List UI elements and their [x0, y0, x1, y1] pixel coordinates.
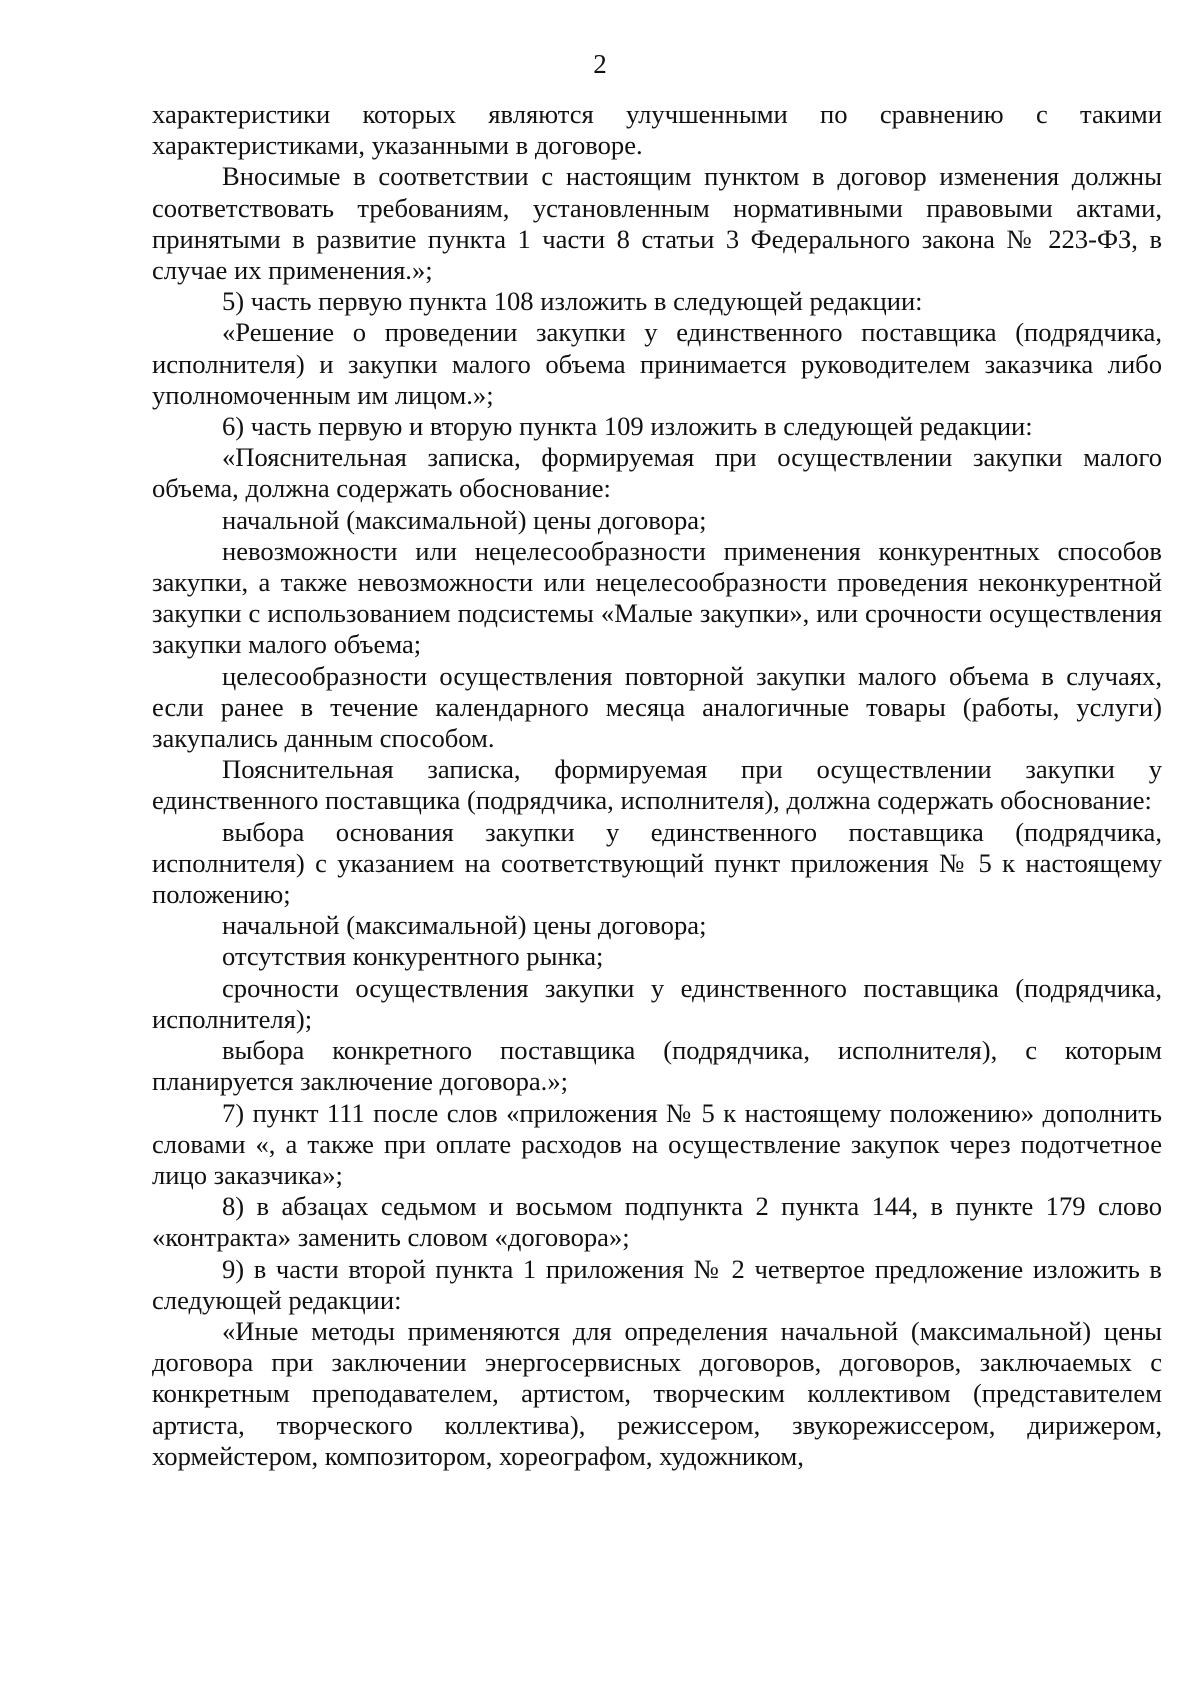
paragraph: выбора основания закупки у единственного поставщика (подрядчика, исполнителя) с указанием на соответствующий пункт приложения № 5 к настоящему положению; — [152, 816, 1162, 910]
paragraph: выбора конкретного поставщика (подрядчика, исполнителя), с которым планируется заключение договора.»; — [152, 1035, 1162, 1097]
paragraph: невозможности или нецелесообразности применения конкурентных способов закупки, а также невозможности или нецелесообразности проведения неконкурентной закупки с использованием подсистемы «Малые закупки», или срочности осуществления закупки малого объема; — [152, 535, 1162, 660]
paragraph: начальной (максимальной) цены договора; — [222, 910, 707, 941]
paragraph: «Решение о проведении закупки у единственного поставщика (подрядчика, исполнителя) и закупки малого объема принимается руководителем заказчика либо уполномоченным им лицом.»; — [152, 317, 1162, 410]
paragraph: Вносимые в соответствии с настоящим пунктом в договор изменения должны соответствовать требованиям, установленным нормативными правовыми актами, принятыми в развитие пункта 1 части 8 статьи 3 Федерального закона № 223-ФЗ, в случае их применения.»; — [152, 161, 1162, 286]
paragraph: 7) пункт 111 после слов «приложения № 5 к настоящему положению» дополнить словами «, а также при оплате расходов на осуществление закупок через подотчетное лицо заказчика»; — [152, 1097, 1162, 1190]
paragraph: «Иные методы применяются для определения начальной (максимальной) цены договора при заключении энергосервисных договоров, договоров, заключаемых с конкретным преподавателем, артистом, творческим коллективом (представителем артиста, творческого коллектива), режиссером, звукорежиссером, дирижером, хормейстером, композитором, хореографом, художником, — [152, 1315, 1162, 1471]
paragraph: целесообразности осуществления повторной закупки малого объема в случаях, если ранее в течение календарного месяца аналогичные товары (работы, услуги) закупались данным способом. — [152, 660, 1162, 754]
paragraph: Пояснительная записка, формируемая при осуществлении закупки у единственного поставщика (подрядчика, исполнителя), должна содержать обоснование: — [152, 754, 1162, 816]
paragraph: 8) в абзацах седьмом и восьмом подпункта 2 пункта 144, в пункте 179 слово «контракта» заменить словом «договора»; — [152, 1191, 1162, 1253]
paragraph: срочности осуществления закупки у единственного поставщика (подрядчика, исполнителя); — [152, 972, 1162, 1034]
paragraph: 5) часть первую пункта 108 изложить в следующей редакции: — [222, 286, 923, 317]
paragraph: 9) в части второй пункта 1 приложения № 2 четвертое предложение изложить в следующей редакции: — [152, 1253, 1162, 1315]
document-body — [152, 99, 1162, 1472]
paragraph: «Пояснительная записка, формируемая при осуществлении закупки малого объема, должна содержать обоснование: — [152, 442, 1162, 504]
paragraph: 6) часть первую и вторую пункта 109 изложить в следующей редакции: — [222, 411, 1033, 442]
page-number: 2 — [593, 49, 607, 79]
paragraph: характеристики которых являются улучшенными по сравнению с такими характеристиками, указанными в договоре. — [152, 99, 1162, 161]
paragraph: отсутствия конкурентного рынка; — [222, 941, 604, 972]
paragraph: начальной (максимальной) цены договора; — [222, 504, 707, 535]
